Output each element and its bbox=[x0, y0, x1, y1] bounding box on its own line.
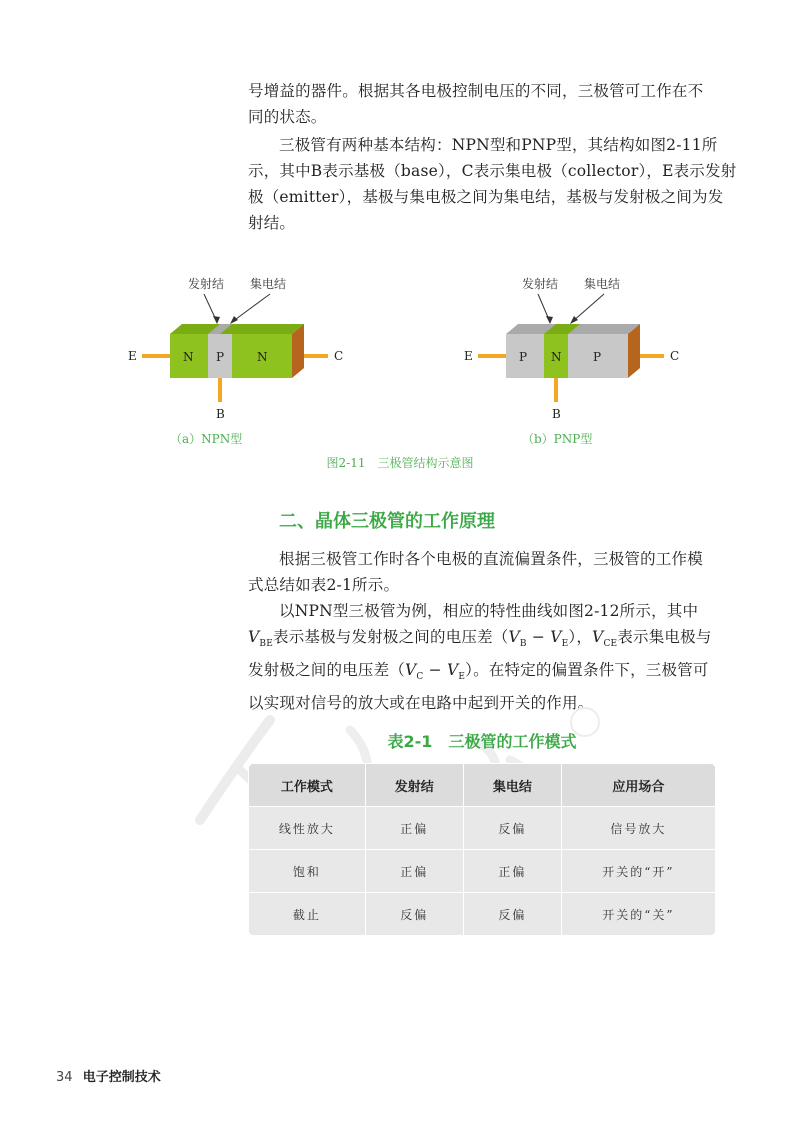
npn-emitter-junction-label: 发射结 bbox=[188, 277, 225, 291]
pnp-region-label-3: P bbox=[593, 350, 602, 364]
minus-sign: − bbox=[423, 661, 447, 680]
text-line: 同的状态。 bbox=[248, 108, 327, 126]
work-mode-table bbox=[248, 763, 716, 936]
table-header-row bbox=[249, 764, 716, 807]
paragraph-2 bbox=[248, 132, 737, 236]
text-line: 式总结如表2-1所示。 bbox=[248, 576, 400, 594]
npn-region-label-2: P bbox=[216, 350, 225, 364]
var-v: V bbox=[248, 628, 260, 646]
text-line: 示，其中B表示基极（base），C表示集电极（collector），E表示发射 bbox=[248, 162, 737, 180]
table-header-cell: 集电结 bbox=[463, 764, 561, 807]
npn-terminal-b: B bbox=[216, 407, 225, 421]
npn-region-label-1: N bbox=[183, 350, 194, 364]
minus-sign: − bbox=[526, 628, 551, 646]
table-row bbox=[249, 850, 716, 893]
table-row bbox=[249, 807, 716, 850]
subscript: BE bbox=[259, 639, 273, 650]
pnp-collector-junction-label: 集电结 bbox=[584, 277, 621, 291]
var-v: V bbox=[550, 628, 562, 646]
subscript: CE bbox=[603, 639, 618, 650]
var-v: V bbox=[446, 661, 459, 680]
table-cell: 截止 bbox=[249, 893, 366, 936]
table-cell: 饱和 bbox=[249, 850, 366, 893]
text-line bbox=[248, 624, 716, 657]
pnp-terminal-c: C bbox=[670, 349, 680, 363]
text-line: 极（emitter），基极与集电极之间为集电结，基极与发射极之间为发 bbox=[248, 188, 724, 206]
table-cell: 反偏 bbox=[463, 893, 561, 936]
table-title: 表2-1 三极管的工作模式 bbox=[387, 732, 577, 751]
table-header-cell: 发射结 bbox=[365, 764, 463, 807]
subscript: C bbox=[416, 672, 424, 683]
table-header-cell: 应用场合 bbox=[561, 764, 715, 807]
text-fragment: 发射极之间的电压差（ bbox=[248, 661, 406, 680]
section-title: 二、晶体三极管的工作原理 bbox=[279, 511, 495, 532]
var-v: V bbox=[592, 628, 604, 646]
table-cell: 信号放大 bbox=[561, 807, 715, 850]
table-header-cell: 工作模式 bbox=[249, 764, 366, 807]
text-line: 以实现对信号的放大或在电路中起到开关的作用。 bbox=[248, 694, 594, 713]
pnp-terminal-e: E bbox=[464, 349, 473, 363]
text-fragment: 表示集电极与 bbox=[617, 628, 712, 646]
var-v: V bbox=[508, 628, 520, 646]
npn-diagram bbox=[128, 276, 343, 421]
text-line: 根据三极管工作时各个电极的直流偏置条件，三极管的工作模 bbox=[279, 550, 703, 568]
table-cell: 正偏 bbox=[463, 850, 561, 893]
subscript: E bbox=[561, 639, 569, 650]
page-footer bbox=[56, 1066, 161, 1085]
paragraph-1 bbox=[248, 78, 716, 130]
var-v: V bbox=[405, 661, 417, 680]
table-cell: 正偏 bbox=[365, 850, 463, 893]
npn-terminal-e: E bbox=[128, 349, 137, 363]
pnp-region-label-2: N bbox=[551, 350, 562, 364]
table-cell: 正偏 bbox=[365, 807, 463, 850]
pnp-diagram bbox=[464, 276, 679, 421]
text-line bbox=[248, 657, 716, 690]
pnp-emitter-junction-label: 发射结 bbox=[522, 277, 559, 291]
figure-caption: 图2-11 三极管结构示意图 bbox=[326, 456, 474, 470]
book-title: 电子控制技术 bbox=[82, 1070, 161, 1085]
text-line: 射结。 bbox=[248, 214, 296, 232]
npn-terminal-c: C bbox=[334, 349, 344, 363]
text-fragment: ）， bbox=[568, 628, 593, 646]
paragraph-3 bbox=[248, 546, 716, 598]
text-fragment: 表示基极与发射极之间的电压差（ bbox=[273, 628, 509, 646]
subscript: B bbox=[519, 639, 527, 650]
text-line: 三极管有两种基本结构：NPN型和PNP型，其结构如图2-11所 bbox=[279, 136, 718, 154]
table-cell: 反偏 bbox=[463, 807, 561, 850]
pnp-caption: （b）PNP型 bbox=[522, 432, 593, 446]
pnp-terminal-b: B bbox=[552, 407, 561, 421]
subscript: E bbox=[458, 672, 466, 683]
pnp-region-label-1: P bbox=[519, 350, 528, 364]
table-cell: 反偏 bbox=[365, 893, 463, 936]
text-fragment: ）。在特定的偏置条件下，三极管可 bbox=[465, 661, 709, 680]
table-row bbox=[249, 893, 716, 936]
paragraph-4 bbox=[248, 598, 716, 716]
npn-caption: （a）NPN型 bbox=[170, 432, 243, 446]
text-line: 号增益的器件。根据其各电极控制电压的不同，三极管可工作在不 bbox=[248, 82, 704, 100]
text-line: 以NPN型三极管为例，相应的特性曲线如图2-12所示，其中 bbox=[279, 602, 699, 620]
page-number: 34 bbox=[56, 1070, 73, 1085]
table-cell: 线性放大 bbox=[249, 807, 366, 850]
table-cell: 开关的“关” bbox=[561, 893, 715, 936]
npn-collector-junction-label: 集电结 bbox=[250, 277, 287, 291]
table-cell: 开关的“开” bbox=[561, 850, 715, 893]
npn-region-label-3: N bbox=[257, 350, 268, 364]
